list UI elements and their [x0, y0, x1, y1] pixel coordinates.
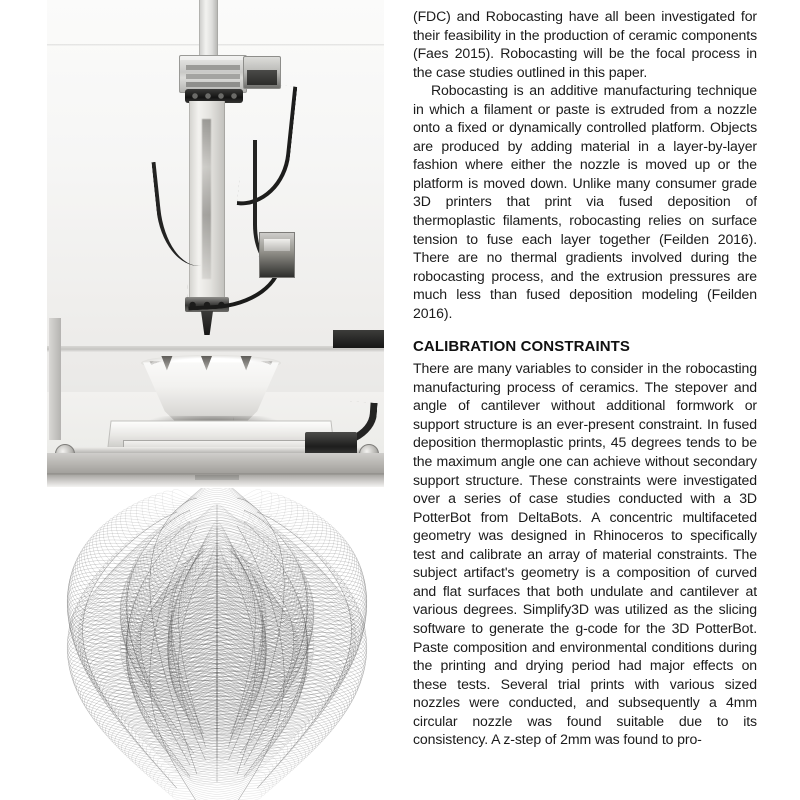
- table-shadow: [47, 473, 384, 487]
- section-heading-calibration-constraints: CALIBRATION CONSTRAINTS: [413, 338, 631, 356]
- paragraph-robocasting-definition: Robocasting is an additive manufacturing technique in which a filament or paste is extruded from a nozzle onto a fixed or dynamically controlled platform. Objects are produced by adding material in a layer-by-layer fashion where either the nozzle is moved up or the platform is moved down. Unlike many consumer grade 3D printers that print via fused deposition of thermoplastic filaments, robocasting relies on surface tension to fuse each layer together (Feilden 2016). There are no thermal gradients involved during the robocasting process, and the extrusion pressures are much less than fused deposition modeling (Feilden 2016).: [413, 82, 757, 321]
- paragraph-calibration-constraints: There are many variables to consider in the robocasting manufacturing process of ceramics. The stepover and angle of cantilever without additional formwork or support structure is an ever-present constraint. In fused deposition thermoplastic prints, 45 degrees tends to be the maximum angle one can achieve without secondary support structure. These constraints were investigated over a series of case studies conducted with a 3D PotterBot from DeltaBots. A concentric multifaceted geometry was designed in Rhinoceros to specifically test and calibrate an array of material constraints. The subject artifact's geometry is a composition of curved and flat surfaces that both undulate and cantilever at various degrees. Simplify3D was utilized as the slicing software to generate the g-code for the 3D PotterBot. Paste composition and environmental conditions during the printing and drying period had major effects on these tests. Several trial prints with various sized nozzles were conducted, and subsequently a 4mm circular nozzle was found suitable due to its consistency. A z-step of 2mm was found to pro-: [413, 360, 757, 748]
- extruder-carriage-block: [179, 55, 247, 93]
- photo-content: [47, 0, 384, 487]
- wireframe-svg: [42, 488, 392, 800]
- table-edge: [47, 453, 384, 475]
- control-module: [259, 232, 295, 278]
- clay-streak: [202, 119, 211, 279]
- text-column: [413, 7, 757, 800]
- left-frame-post: [49, 318, 61, 440]
- concentric-multifaceted-geometry-wireframe: [42, 488, 392, 800]
- paragraph-continuation: (FDC) and Robocasting have all been investigated for their feasibility in the production of ceramic components (Faes 2015). Robocasting will be the focal process in the case studies outlined in this paper.: [413, 8, 757, 80]
- robocasting-printer-photograph: [47, 0, 384, 487]
- right-frame-block: [333, 330, 384, 348]
